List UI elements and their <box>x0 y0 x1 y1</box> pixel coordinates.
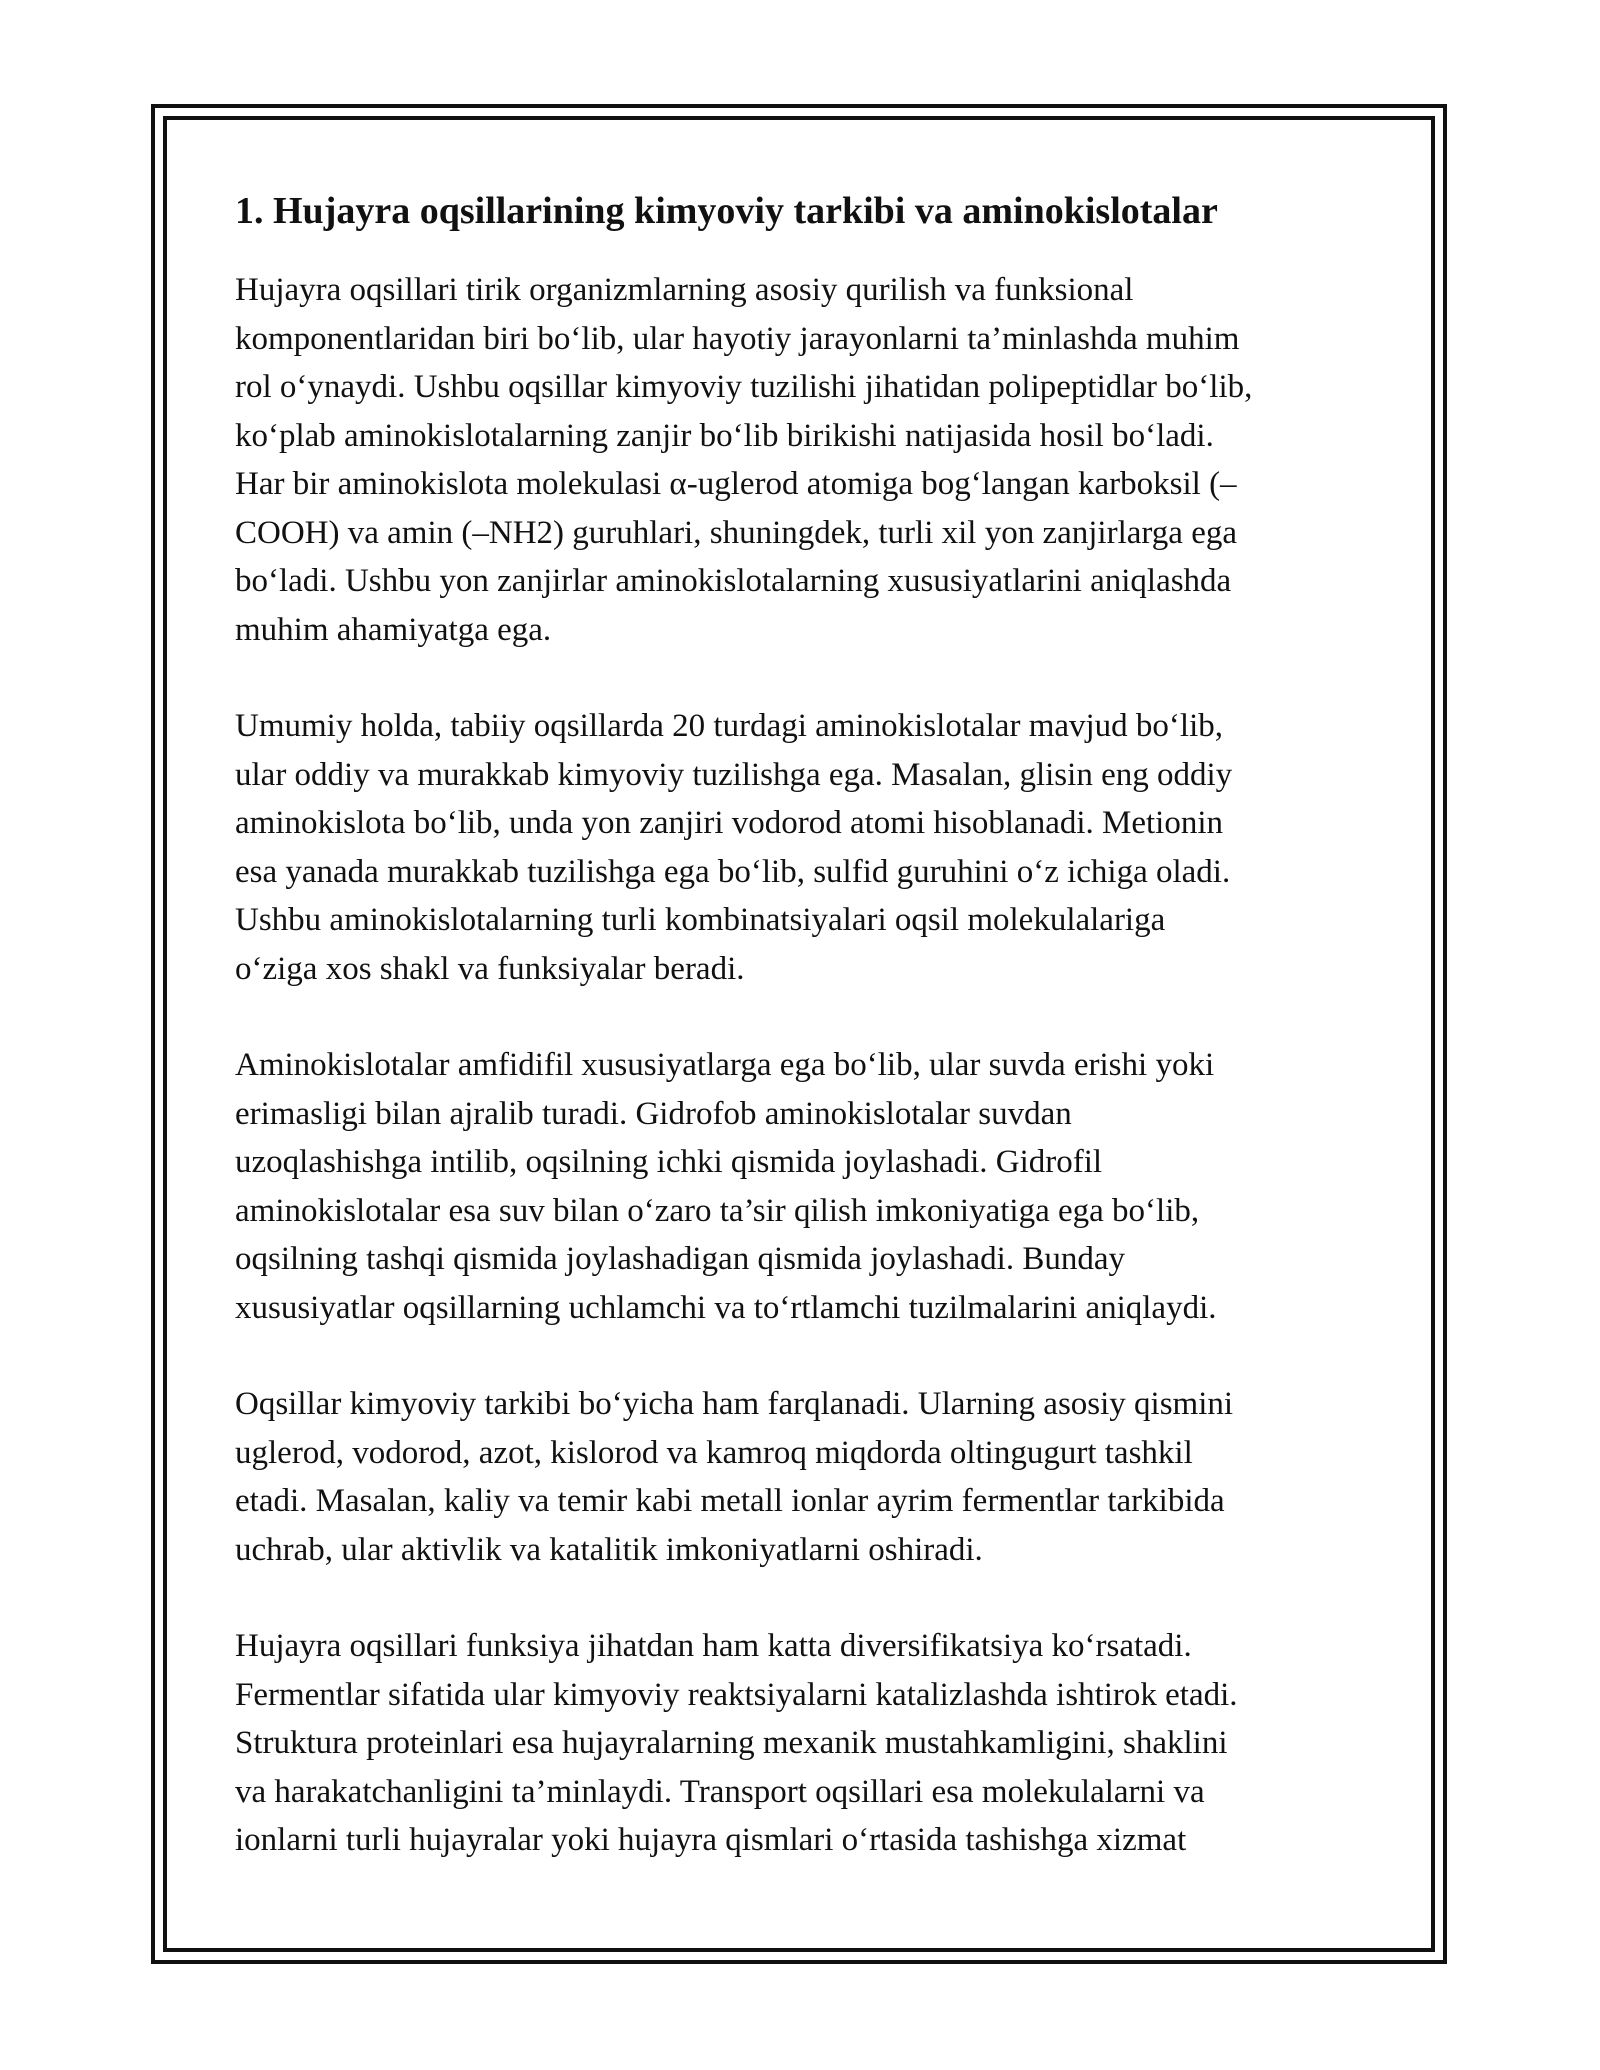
paragraph-5: Hujayra oqsillari funksiya jihatdan ham katta diversifikatsiya ko‘rsatadi. Fermentlar sifatida ular kimyoviy reaktsiyalarni katalizlashda ishtirok etadi. Struktura proteinlari esa hujayralarning mexanik mustahkamligini, shaklini va harakatchanligini ta’minlaydi. Transport oqsillari esa molekulalarni va ionlarni turli hujayralar yoki hujayra qismlari o‘rtasida tashishga xizmat <box>235 1628 1238 1858</box>
document-body <box>235 186 1375 1913</box>
paragraph-4: Oqsillar kimyoviy tarkibi bo‘yicha ham farqlanadi. Ularning asosiy qismini uglerod, vodorod, azot, kislorod va kamroq miqdorda oltingugurt tashkil etadi. Masalan, kaliy va temir kabi metall ionlar ayrim fermentlar tarkibida uchrab, ular aktivlik va katalitik imkoniyatlarni oshiradi. <box>235 1386 1234 1568</box>
section-heading: 1. Hujayra oqsillarining kimyoviy tarkibi va aminokislotalar <box>235 190 1218 232</box>
paragraph-2: Umumiy holda, tabiiy oqsillarda 20 turdagi aminokislotalar mavjud bo‘lib, ular oddiy va murakkab kimyoviy tuzilishga ega. Masalan, glisin eng oddiy aminokislota bo‘lib, unda yon zanjiri vodorod atomi hisoblanadi. Metionin esa yanada murakkab tuzilishga ega bo‘lib, sulfid guruhini o‘z ichiga oladi. Ushbu aminokislotalarning turli kombinatsiyalari oqsil molekulalariga o‘ziga xos shakl va funksiyalar beradi. <box>235 708 1233 987</box>
paragraph-1: Hujayra oqsillari tirik organizmlarning asosiy qurilish va funksional komponentlaridan biri bo‘lib, ular hayotiy jarayonlarni ta’minlashda muhim rol o‘ynaydi. Ushbu oqsillar kimyoviy tuzilishi jihatidan polipeptidlar bo‘lib, ko‘plab aminokislotalarning zanjir bo‘lib birikishi natijasida hosil bo‘ladi. Har bir aminokislota molekulasi α-uglerod atomiga bog‘langan karboksil (– COOH) va amin (–NH2) guruhlari, shuningdek, turli xil yon zanjirlarga ega bo‘ladi. Ushbu yon zanjirlar aminokislotalarning xususiyatlarini aniqlashda muhim ahamiyatga ega. <box>235 272 1253 648</box>
paragraph-3: Aminokislotalar amfidifil xususiyatlarga ega bo‘lib, ular suvda erishi yoki erimasligi bilan ajralib turadi. Gidrofob aminokislotalar suvdan uzoqlashishga intilib, oqsilning ichki qismida joylashadi. Gidrofil aminokislotalar esa suv bilan o‘zaro ta’sir qilish imkoniyatiga ega bo‘lib, oqsilning tashqi qismida joylashadigan qismida joylashadi. Bunday xususiyatlar oqsillarning uchlamchi va to‘rtlamchi tuzilmalarini aniqlaydi. <box>235 1047 1217 1326</box>
